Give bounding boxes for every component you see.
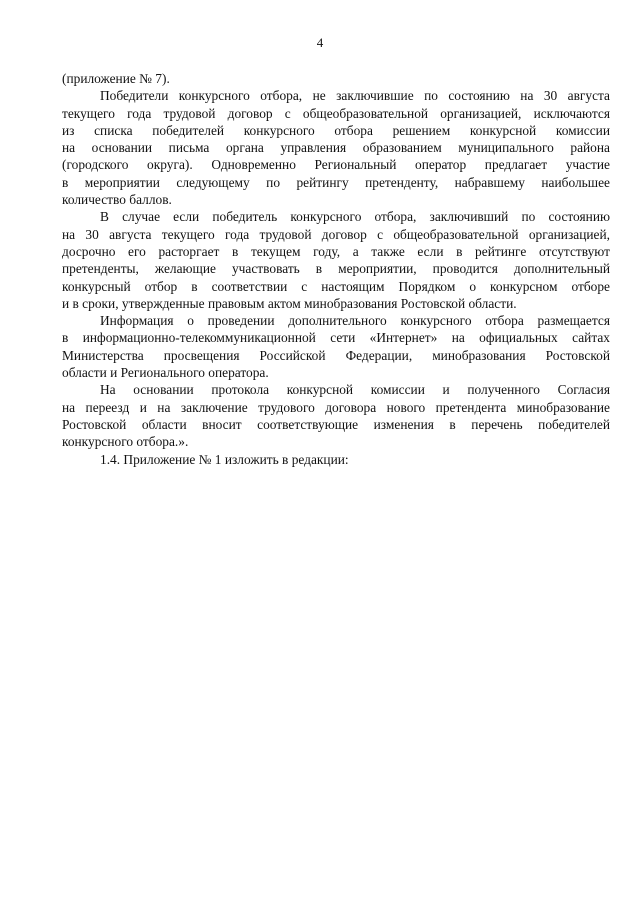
- text-line: в информационно-телекоммуникационной сети «Интернет» на официальных сайтах: [62, 330, 610, 346]
- text-line: конкурсного отбора.».: [62, 434, 189, 450]
- text-line: Министерства просвещения Российской Федерации, минобразования Ростовской: [62, 347, 610, 363]
- text-line: Информация о проведении дополнительного конкурсного отбора размещается: [100, 313, 610, 329]
- text-line: досрочно его расторгает в текущем году, а также если в рейтинге отсутствуют: [62, 243, 610, 259]
- document-body: [62, 70, 610, 468]
- text-line: на 30 августа текущего года трудовой договор с общеобразовательной организацией,: [62, 226, 610, 242]
- text-line: Ростовской области вносит соответствующие изменения в перечень победителей: [62, 416, 610, 432]
- text-line: На основании протокола конкурсной комиссии и полученного Согласия: [100, 382, 610, 398]
- text-line: претенденты, желающие участвовать в мероприятии, проводится дополнительный: [62, 261, 610, 277]
- text-line: Победители конкурсного отбора, не заключившие по состоянию на 30 августа: [100, 88, 610, 104]
- text-line: 1.4. Приложение № 1 изложить в редакции:: [100, 451, 349, 467]
- text-line: и в сроки, утвержденные правовым актом минобразования Ростовской области.: [62, 295, 517, 311]
- text-line: области и Регионального оператора.: [62, 365, 269, 381]
- text-line: в мероприятии следующему по рейтингу претенденту, набравшему наибольшее: [62, 174, 610, 190]
- text-line: на переезд и на заключение трудового договора нового претендента минобразование: [62, 399, 610, 415]
- text-line: текущего года трудовой договор с общеобразовательной организацией, исключаются: [62, 105, 610, 121]
- text-line: конкурсный отбор в соответствии с настоящим Порядком о конкурсном отборе: [62, 278, 610, 294]
- text-line: В случае если победитель конкурсного отбора, заключивший по состоянию: [100, 209, 610, 225]
- text-line: из списка победителей конкурсного отбора решением конкурсной комиссии: [62, 122, 610, 138]
- text-line: на основании письма органа управления образованием муниципального района: [62, 140, 610, 156]
- text-line: (приложение № 7).: [62, 71, 170, 86]
- text-line: (городского округа). Одновременно Региональный оператор предлагает участие: [62, 157, 610, 173]
- text-line: количество баллов.: [62, 192, 172, 208]
- page-number: 4: [316, 35, 324, 50]
